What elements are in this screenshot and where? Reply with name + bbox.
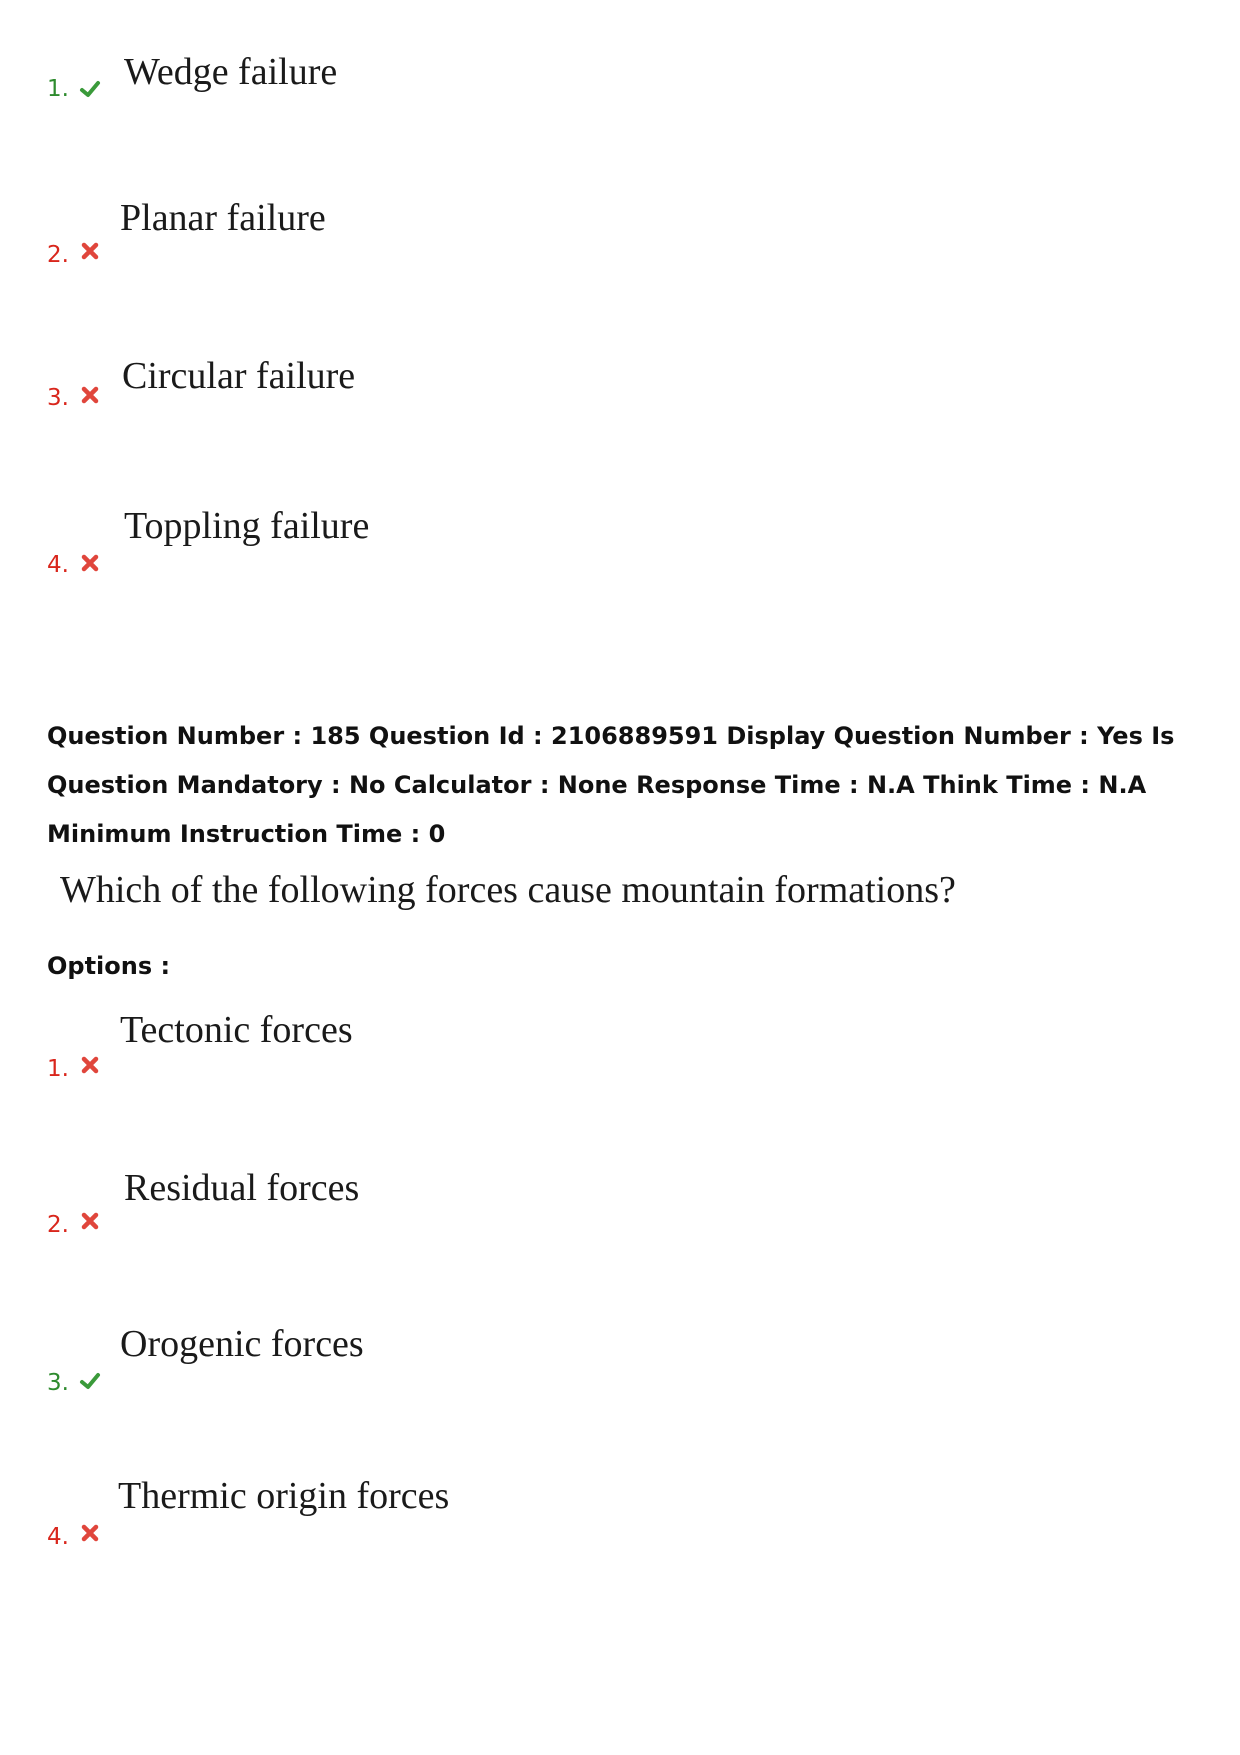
option-number: 2. — [47, 1212, 69, 1238]
option-text: Residual forces — [124, 1167, 360, 1209]
option-number: 2. — [47, 242, 69, 268]
option-text: Tectonic forces — [120, 1009, 353, 1051]
option-number: 4. — [47, 552, 69, 578]
option-3 — [0, 1318, 1240, 1398]
check-icon — [79, 78, 101, 100]
option-text: Wedge failure — [124, 51, 338, 93]
option-1 — [0, 1009, 1240, 1092]
option-number: 3. — [47, 385, 69, 411]
option-number: 3. — [47, 1370, 69, 1396]
option-text: Thermic origin forces — [118, 1475, 450, 1517]
option-text: Orogenic forces — [120, 1323, 364, 1365]
option-4 — [0, 1475, 1240, 1558]
cross-icon — [79, 1054, 101, 1076]
cross-icon — [79, 384, 101, 406]
option-number: 1. — [47, 76, 69, 102]
option-text: Toppling failure — [124, 505, 370, 547]
cross-icon — [79, 1210, 101, 1232]
prev-option-2 — [0, 197, 1240, 280]
check-icon — [79, 1370, 101, 1392]
question-meta: Question Number : 185 Question Id : 2106889591 Display Question Number : Yes Is Question Mandatory : No Calculator : None Response Time : N.A Think Time : N.A Minimum Instruction Time : 0 — [47, 722, 1175, 848]
option-number: 1. — [47, 1056, 69, 1082]
option-2 — [0, 1167, 1240, 1250]
question-text: Which of the following forces cause mountain formations? — [60, 869, 956, 911]
cross-icon — [79, 240, 101, 262]
option-number: 4. — [47, 1524, 69, 1550]
option-text: Planar failure — [120, 197, 326, 239]
prev-option-1 — [0, 40, 1240, 120]
cross-icon — [79, 552, 101, 574]
cross-icon — [79, 1522, 101, 1544]
option-text: Circular failure — [122, 355, 356, 397]
prev-option-3 — [0, 355, 1240, 440]
prev-option-4 — [0, 505, 1240, 590]
options-label: Options : — [47, 952, 171, 980]
